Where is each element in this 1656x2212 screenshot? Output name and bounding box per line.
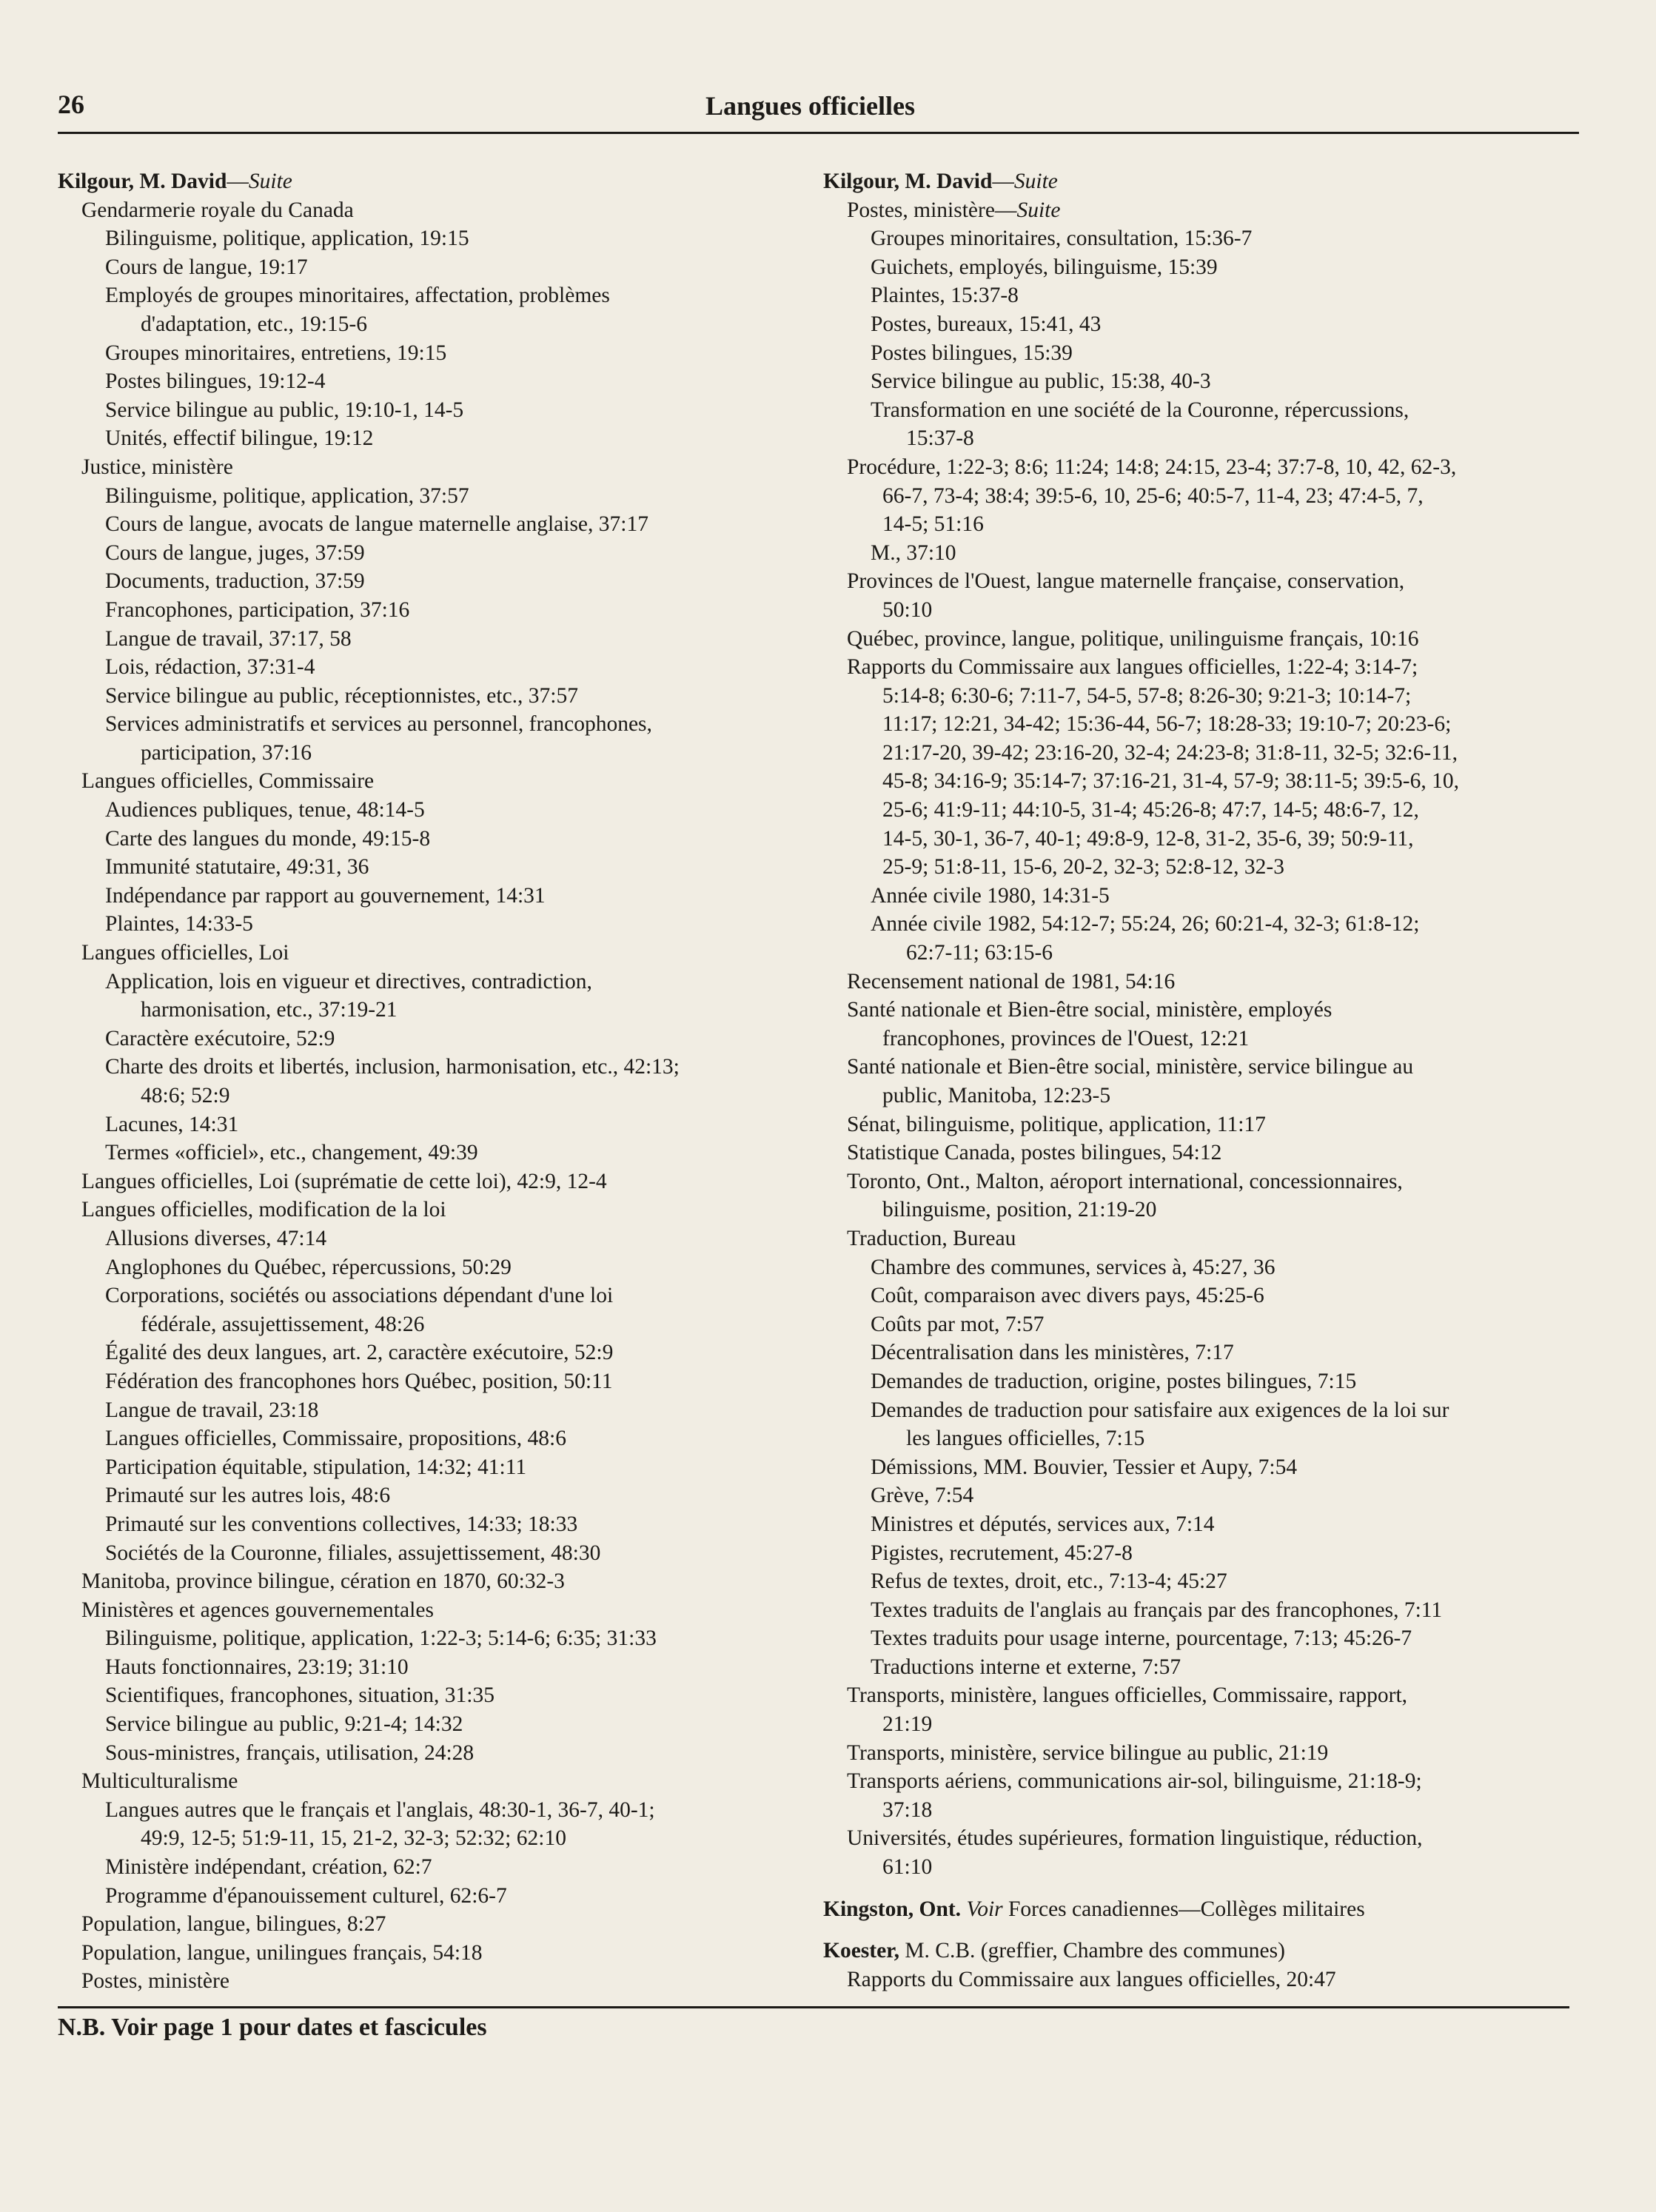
index-entry — [823, 396, 1589, 453]
entry-text: Scientifiques, francophones, situation, 31:35 — [105, 1683, 495, 1708]
page-number: 26 — [58, 90, 84, 119]
index-heading — [823, 1937, 1589, 1965]
entry-continuation: francophones, provinces de l'Ouest, 12:21 — [882, 1026, 1250, 1050]
entry-text: Pigistes, recrutement, 45:27-8 — [871, 1541, 1133, 1565]
index-entry — [58, 1853, 824, 1882]
index-entry — [823, 625, 1589, 654]
entry-text: Traduction, Bureau — [847, 1226, 1016, 1250]
entry-text: Demandes de traduction pour satisfaire aux exigences de la loi sur — [871, 1398, 1449, 1422]
index-entry — [58, 1739, 824, 1768]
entry-text: M. C.B. (greffier, Chambre des communes) — [899, 1939, 1285, 1963]
index-entry — [58, 196, 824, 225]
index-entry — [58, 767, 824, 796]
index-entry — [58, 1967, 824, 1996]
index-entry — [58, 1653, 824, 1682]
index-entry — [58, 1882, 824, 1911]
index-entry — [823, 1253, 1589, 1282]
entry-text: Santé nationale et Bien-être social, ministère, employés — [847, 998, 1332, 1022]
entry-text: Suite — [248, 170, 292, 193]
entry-text: Termes «officiel», etc., changement, 49:39 — [105, 1141, 478, 1165]
index-entry — [823, 1596, 1589, 1625]
entry-text: Transports, ministère, langues officielles, Commissaire, rapport, — [847, 1683, 1408, 1708]
index-entry — [58, 510, 824, 539]
entry-text: Bilinguisme, politique, application, 1:22-3; 5:14-6; 6:35; 31:33 — [105, 1626, 657, 1651]
entry-text: Service bilingue au public, 15:38, 40-3 — [871, 369, 1211, 394]
index-entry — [58, 1910, 824, 1939]
entry-continuation: 49:9, 12-5; 51:9-11, 15, 21-2, 32-3; 52:32; 62:10 — [141, 1826, 566, 1851]
entry-text: Groupes minoritaires, entretiens, 19:15 — [105, 341, 447, 365]
index-entry — [823, 968, 1589, 996]
running-title: Langues officielles — [705, 91, 915, 121]
entry-text: Sénat, bilinguisme, politique, application, 11:17 — [847, 1112, 1266, 1136]
index-entry — [823, 1653, 1589, 1682]
entry-text: Année civile 1982, 54:12-7; 55:24, 26; 60:21-4, 32-3; 61:8-12; — [871, 912, 1420, 936]
entry-text: — — [227, 170, 249, 193]
entry-text: Hauts fonctionnaires, 23:19; 31:10 — [105, 1655, 409, 1679]
index-entry — [58, 482, 824, 511]
entry-text: Recensement national de 1981, 54:16 — [847, 969, 1176, 993]
entry-text: Postes, ministère — [81, 1969, 229, 1994]
entry-text: Refus de textes, droit, etc., 7:13-4; 45:27 — [871, 1569, 1227, 1594]
index-entry — [58, 1510, 824, 1539]
index-entry — [58, 1767, 824, 1796]
index-entry — [58, 1481, 824, 1510]
index-entry — [58, 1053, 824, 1110]
index-entry — [58, 253, 824, 282]
index-entry — [823, 1396, 1589, 1453]
index-entry — [823, 539, 1589, 568]
index-entry — [58, 968, 824, 1025]
entry-continuation: 21:19 — [882, 1712, 933, 1737]
entry-continuation: fédérale, assujettissement, 48:26 — [141, 1312, 425, 1336]
entry-text: Postes, bureaux, 15:41, 43 — [871, 312, 1102, 336]
entry-text: Provinces de l'Ouest, langue maternelle française, conservation, — [847, 569, 1405, 594]
index-entry — [58, 1567, 824, 1596]
entry-text: Langues officielles, Commissaire, propositions, 48:6 — [105, 1427, 566, 1451]
entry-continuation: 48:6; 52:9 — [141, 1084, 230, 1107]
index-entry — [58, 910, 824, 939]
entry-text: Langues officielles, Loi — [81, 941, 289, 965]
index-entry — [823, 1767, 1589, 1824]
entry-text: Employés de groupes minoritaires, affectation, problèmes — [105, 284, 610, 308]
entry-text: Coûts par mot, 7:57 — [871, 1312, 1045, 1336]
header-rule — [58, 132, 1579, 134]
entry-continuation: public, Manitoba, 12:23-5 — [882, 1084, 1111, 1107]
index-entry — [58, 567, 824, 596]
index-entry — [58, 453, 824, 482]
index-entry — [58, 1396, 824, 1425]
index-entry — [823, 1481, 1589, 1510]
entry-continuation: 14-5, 30-1, 36-7, 40-1; 49:8-9, 12-8, 31-2, 35-6, 39; 50:9-11, — [882, 826, 1414, 851]
index-entry — [58, 367, 824, 396]
index-entry — [823, 1053, 1589, 1110]
entry-text: Primauté sur les autres lois, 48:6 — [105, 1484, 391, 1508]
entry-continuation: 45-8; 34:16-9; 35:14-7; 37:16-21, 31-4, 57-9; 38:11-5; 39:5-6, 10, — [882, 769, 1459, 794]
index-entry — [823, 1367, 1589, 1396]
index-entry — [58, 1796, 824, 1853]
entry-text: Statistique Canada, postes bilingues, 54:12 — [847, 1141, 1222, 1165]
index-entry — [58, 1139, 824, 1167]
entry-continuation: 25-6; 41:9-11; 44:10-5, 31-4; 45:26-8; 47:7, 14-5; 48:6-7, 12, — [882, 798, 1419, 822]
entry-text: Langue de travail, 37:17, 58 — [105, 626, 352, 651]
entry-continuation: 37:18 — [882, 1797, 933, 1822]
entry-continuation: harmonisation, etc., 37:19-21 — [141, 998, 398, 1022]
index-entry — [58, 1338, 824, 1367]
entry-text: Lois, rédaction, 37:31-4 — [105, 655, 315, 680]
entry-text: Charte des droits et libertés, inclusion, harmonisation, etc., 42:13; — [105, 1055, 680, 1079]
entry-text: Demandes de traduction, origine, postes bilingues, 7:15 — [871, 1369, 1357, 1393]
entry-text: Transports, ministère, service bilingue au public, 21:19 — [847, 1740, 1329, 1765]
entry-text: Guichets, employés, bilinguisme, 15:39 — [871, 255, 1218, 279]
entry-continuation: participation, 37:16 — [141, 740, 312, 765]
index-heading — [823, 1895, 1589, 1924]
entry-continuation: d'adaptation, etc., 19:15-6 — [141, 312, 367, 336]
index-entry — [58, 1281, 824, 1338]
index-entry — [58, 539, 824, 568]
entry-text: Participation équitable, stipulation, 14:32; 41:11 — [105, 1455, 527, 1479]
index-entry — [58, 710, 824, 767]
footer-note: N.B. Voir page 1 pour dates et fascicules — [58, 2014, 487, 2041]
index-entry — [58, 653, 824, 682]
index-entry — [58, 1539, 824, 1568]
index-entry — [823, 339, 1589, 368]
index-entry — [58, 1424, 824, 1453]
entry-text: Décentralisation dans les ministères, 7:17 — [871, 1341, 1234, 1365]
index-entry — [823, 1567, 1589, 1596]
index-entry — [823, 996, 1589, 1053]
entry-text: Allusions diverses, 47:14 — [105, 1226, 327, 1250]
entry-text: Services administratifs et services au personnel, francophones, — [105, 712, 652, 737]
entry-text: Koester, — [823, 1939, 899, 1963]
entry-text: Gendarmerie royale du Canada — [81, 198, 354, 222]
index-entry — [58, 682, 824, 711]
index-entry — [823, 196, 1589, 225]
index-entry — [58, 825, 824, 854]
footer-rule — [58, 2006, 1569, 2008]
entry-text: Groupes minoritaires, consultation, 15:36-7 — [871, 227, 1253, 251]
index-entry — [58, 1453, 824, 1482]
entry-text: Ministère indépendant, création, 62:7 — [105, 1855, 432, 1880]
entry-text: Ministères et agences gouvernementales — [81, 1598, 434, 1622]
index-entry — [823, 1338, 1589, 1367]
index-entry — [823, 910, 1589, 967]
entry-spacer — [823, 1923, 1589, 1937]
index-entry — [823, 567, 1589, 624]
index-entry — [58, 396, 824, 425]
entry-continuation: 14-5; 51:16 — [882, 512, 984, 537]
entry-text: Carte des langues du monde, 49:15-8 — [105, 826, 431, 851]
index-entry — [823, 1510, 1589, 1539]
entry-text: Service bilingue au public, réceptionnistes, etc., 37:57 — [105, 683, 578, 708]
index-entry — [823, 1824, 1589, 1881]
index-entry — [58, 1253, 824, 1282]
entry-text: Postes, ministère— — [847, 198, 1017, 222]
entry-text: Documents, traduction, 37:59 — [105, 569, 365, 594]
index-entry — [58, 1025, 824, 1053]
entry-text: Postes bilingues, 15:39 — [871, 341, 1073, 365]
entry-text: Unités, effectif bilingue, 19:12 — [105, 426, 374, 451]
entry-text: Manitoba, province bilingue, cération en 1870, 60:32-3 — [81, 1569, 565, 1594]
entry-text: Programme d'épanouissement culturel, 62:6-7 — [105, 1883, 507, 1908]
right-index-column — [823, 167, 1589, 1996]
entry-text: Kilgour, M. David — [823, 170, 993, 193]
index-entry — [58, 1939, 824, 1968]
index-entry — [58, 224, 824, 253]
index-entry — [58, 1367, 824, 1396]
entry-spacer — [823, 1882, 1589, 1895]
entry-text: Traductions interne et externe, 7:57 — [871, 1655, 1181, 1679]
entry-text: Immunité statutaire, 49:31, 36 — [105, 855, 369, 879]
index-heading — [58, 167, 824, 196]
entry-text: Sous-ministres, français, utilisation, 24:28 — [105, 1740, 475, 1765]
entry-text: Ministres et députés, services aux, 7:14 — [871, 1512, 1215, 1536]
index-entry — [823, 1167, 1589, 1224]
entry-text: Transformation en une société de la Couronne, répercussions, — [871, 398, 1409, 422]
entry-text: Rapports du Commissaire aux langues officielles, 1:22-4; 3:14-7; — [847, 655, 1418, 680]
entry-text: Kilgour, M. David — [58, 170, 227, 193]
index-entry — [58, 1196, 824, 1224]
entry-text: Langue de travail, 23:18 — [105, 1398, 319, 1422]
entry-text: Rapports du Commissaire aux langues officielles, 20:47 — [847, 1967, 1336, 1991]
entry-text: Application, lois en vigueur et directives, contradiction, — [105, 969, 592, 993]
index-entry — [823, 1539, 1589, 1568]
index-entry — [58, 882, 824, 911]
index-entry — [823, 281, 1589, 310]
entry-continuation: bilinguisme, position, 21:19-20 — [882, 1198, 1157, 1222]
index-entry — [58, 596, 824, 625]
entry-text: Voir — [966, 1897, 1003, 1921]
index-entry — [58, 1167, 824, 1196]
index-entry — [823, 1110, 1589, 1139]
entry-continuation: 25-9; 51:8-11, 15-6, 20-2, 32-3; 52:8-12, 32-3 — [882, 855, 1284, 879]
left-index-column — [58, 167, 824, 1996]
entry-text: Démissions, MM. Bouvier, Tessier et Aupy, 7:54 — [871, 1455, 1298, 1479]
index-entry — [58, 339, 824, 368]
index-entry — [823, 1624, 1589, 1653]
entry-text: Bilinguisme, politique, application, 37:57 — [105, 483, 469, 508]
index-entry — [823, 1224, 1589, 1253]
entry-text: Multiculturalisme — [81, 1769, 238, 1794]
entry-text: Population, langue, unilingues français, 54:18 — [81, 1940, 483, 1965]
entry-text: Lacunes, 14:31 — [105, 1112, 239, 1136]
entry-continuation: 66-7, 73-4; 38:4; 39:5-6, 10, 25-6; 40:5-7, 11-4, 23; 47:4-5, 7, — [882, 483, 1424, 508]
entry-text: Cours de langue, juges, 37:59 — [105, 540, 365, 565]
entry-continuation: 50:10 — [882, 597, 933, 622]
entry-text: Postes bilingues, 19:12-4 — [105, 369, 326, 394]
entry-text: Chambre des communes, services à, 45:27, 36 — [871, 1255, 1275, 1279]
index-entry — [58, 1710, 824, 1739]
entry-continuation: 62:7-11; 63:15-6 — [906, 941, 1053, 965]
entry-continuation: 61:10 — [882, 1855, 933, 1880]
index-entry — [823, 453, 1589, 539]
entry-text: Plaintes, 14:33-5 — [105, 912, 253, 936]
entry-text: Sociétés de la Couronne, filiales, assujettissement, 48:30 — [105, 1541, 601, 1565]
index-entry — [58, 1624, 824, 1653]
index-entry — [823, 1739, 1589, 1768]
entry-text: Suite — [1016, 198, 1061, 222]
entry-continuation: les langues officielles, 7:15 — [906, 1427, 1145, 1451]
entry-text: Service bilingue au public, 9:21-4; 14:32 — [105, 1712, 463, 1737]
entry-text: Universités, études supérieures, formation linguistique, réduction, — [847, 1826, 1423, 1851]
index-entry — [58, 853, 824, 882]
index-entry — [58, 1224, 824, 1253]
entry-text: Toronto, Ont., Malton, aéroport international, concessionnaires, — [847, 1169, 1403, 1193]
entry-text: Suite — [1013, 170, 1058, 193]
index-entry — [823, 1453, 1589, 1482]
index-entry — [823, 653, 1589, 882]
index-entry — [823, 882, 1589, 911]
entry-text: Caractère exécutoire, 52:9 — [105, 1026, 335, 1050]
index-entry — [58, 939, 824, 968]
entry-text: Langues autres que le français et l'anglais, 48:30-1, 36-7, 40-1; — [105, 1797, 655, 1822]
index-entry — [823, 1281, 1589, 1310]
index-entry — [58, 1681, 824, 1710]
index-entry — [823, 1139, 1589, 1167]
index-entry — [58, 796, 824, 825]
entry-text: Égalité des deux langues, art. 2, caractère exécutoire, 52:9 — [105, 1341, 614, 1365]
entry-continuation: 5:14-8; 6:30-6; 7:11-7, 54-5, 57-8; 8:26-30; 9:21-3; 10:14-7; — [882, 683, 1412, 708]
entry-text: Audiences publiques, tenue, 48:14-5 — [105, 798, 425, 822]
index-entry — [58, 1596, 824, 1625]
entry-text: Bilinguisme, politique, application, 19:15 — [105, 227, 469, 251]
entry-text: M., 37:10 — [871, 540, 956, 565]
entry-text: Cours de langue, avocats de langue maternelle anglaise, 37:17 — [105, 512, 648, 537]
entry-text: Langues officielles, Commissaire — [81, 769, 375, 794]
index-entry — [823, 224, 1589, 253]
entry-text: Textes traduits pour usage interne, pourcentage, 7:13; 45:26-7 — [871, 1626, 1412, 1651]
index-entry — [58, 625, 824, 654]
entry-text: Cours de langue, 19:17 — [105, 255, 308, 279]
entry-text: Forces canadiennes—Collèges militaires — [1002, 1897, 1365, 1921]
entry-text: Plaintes, 15:37-8 — [871, 284, 1019, 308]
entry-continuation: 21:17-20, 39-42; 23:16-20, 32-4; 24:23-8; 31:8-11, 32-5; 32:6-11, — [882, 740, 1458, 765]
entry-text: Langues officielles, modification de la loi — [81, 1198, 446, 1222]
index-entry — [823, 367, 1589, 396]
entry-text: Primauté sur les conventions collectives, 14:33; 18:33 — [105, 1512, 578, 1536]
index-entry — [823, 1310, 1589, 1339]
entry-text: — — [992, 170, 1014, 193]
entry-text: Population, langue, bilingues, 8:27 — [81, 1912, 386, 1937]
index-entry — [823, 310, 1589, 339]
index-entry — [58, 424, 824, 453]
entry-text: Année civile 1980, 14:31-5 — [871, 883, 1110, 908]
entry-text: Langues officielles, Loi (suprématie de cette loi), 42:9, 12-4 — [81, 1169, 607, 1193]
entry-text: Anglophones du Québec, répercussions, 50:29 — [105, 1255, 512, 1279]
entry-text: Fédération des francophones hors Québec, position, 50:11 — [105, 1369, 613, 1393]
entry-text: Indépendance par rapport au gouvernement, 14:31 — [105, 883, 546, 908]
entry-text: Grève, 7:54 — [871, 1484, 974, 1508]
entry-text: Coût, comparaison avec divers pays, 45:25-6 — [871, 1284, 1264, 1308]
entry-text: Service bilingue au public, 19:10-1, 14-5 — [105, 398, 464, 422]
entry-text: Santé nationale et Bien-être social, ministère, service bilingue au — [847, 1055, 1414, 1079]
entry-continuation: 11:17; 12:21, 34-42; 15:36-44, 56-7; 18:28-33; 19:10-7; 20:23-6; — [882, 712, 1452, 737]
entry-continuation: 15:37-8 — [906, 426, 974, 451]
entry-text: Transports aériens, communications air-sol, bilinguisme, 21:18-9; — [847, 1769, 1422, 1794]
index-entry — [58, 281, 824, 338]
index-heading — [823, 167, 1589, 196]
page-header — [58, 83, 1575, 130]
entry-text: Corporations, sociétés ou associations dépendant d'une loi — [105, 1284, 614, 1308]
entry-text: Textes traduits de l'anglais au français par des francophones, 7:11 — [871, 1598, 1443, 1622]
entry-text: Québec, province, langue, politique, unilinguisme français, 10:16 — [847, 626, 1419, 651]
index-entry — [58, 1110, 824, 1139]
index-entry — [823, 253, 1589, 282]
index-entry — [823, 1965, 1589, 1994]
entry-text: Francophones, participation, 37:16 — [105, 597, 410, 622]
entry-text: Kingston, Ont. — [823, 1897, 962, 1921]
index-entry — [823, 1681, 1589, 1738]
entry-text: Justice, ministère — [81, 455, 233, 479]
entry-text: Procédure, 1:22-3; 8:6; 11:24; 14:8; 24:15, 23-4; 37:7-8, 10, 42, 62-3, — [847, 455, 1457, 479]
